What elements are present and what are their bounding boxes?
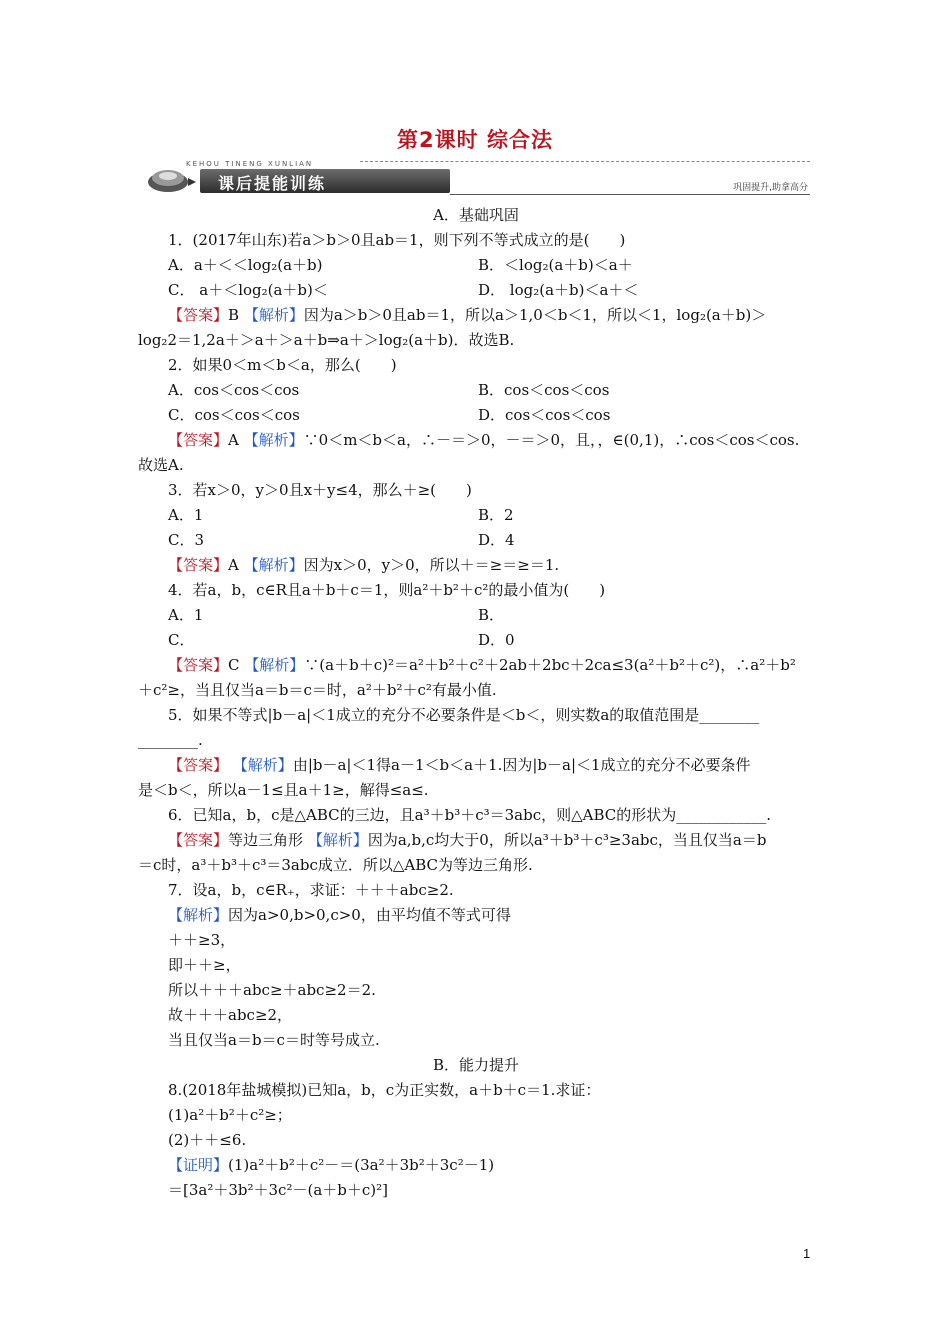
q8-proof-2: ＝[3a²＋3b²＋3c²－(a＋b＋c)²] xyxy=(168,1181,388,1199)
q1-option-a: A．a＋＜＜log₂(a＋b) xyxy=(168,256,323,274)
analysis-tag: 【解析】 xyxy=(168,906,229,924)
q1-option-d: D． log₂(a＋b)＜a＋＜ xyxy=(478,281,639,299)
q8-part-1: (1)a²＋b²＋c²≥； xyxy=(168,1106,292,1124)
q2-option-c: C．cos＜cos＜cos xyxy=(168,406,300,424)
question-3-options-ab xyxy=(138,503,814,528)
q3-option-c: C．3 xyxy=(168,531,205,549)
banner-label: 课后提能训练 xyxy=(218,174,327,193)
answer-tag: 【答案】 xyxy=(168,656,229,674)
q1-option-b: B．＜log₂(a＋b)＜a＋ xyxy=(478,256,633,274)
answer-tag: 【答案】 xyxy=(168,431,229,449)
q6-analysis-2: ＝c时，a³＋b³＋c³＝3abc成立．所以△ABC为等边三角形. xyxy=(138,856,533,874)
q3-option-b: B．2 xyxy=(478,506,514,524)
question-5-stem-2: ________. xyxy=(138,731,203,749)
banner-divider xyxy=(360,161,810,162)
question-7-stem: 7．设a，b，c∈R₊，求证：＋＋＋abc≥2. xyxy=(168,881,454,899)
q7-step: 所以＋＋＋abc≥＋abc≥2＝2. xyxy=(168,981,376,999)
analysis-tag: 【解析】 xyxy=(243,306,304,324)
question-6-stem: 6．已知a，b，c是△ABC的三边，且a³＋b³＋c³＝3abc，则△ABC的形状为____________. xyxy=(168,806,772,824)
q8-proof-1: (1)a²＋b²＋c²－＝(3a²＋3b²＋3c²－1) xyxy=(228,1156,495,1174)
q3-option-a: A．1 xyxy=(168,506,204,524)
question-1-options-cd xyxy=(138,278,814,303)
q5-answer-line xyxy=(138,753,814,778)
q4-option-a: A．1 xyxy=(168,606,204,624)
q7-step: 故＋＋＋abc≥2， xyxy=(168,1006,293,1024)
question-8-stem: 8.(2018年盐城模拟)已知a，b，c为正实数，a＋b＋c＝1.求证： xyxy=(168,1081,601,1099)
q1-analysis-2: log₂2＝1,2a＋＞a＋＞a＋b⇒a＋＞log₂(a＋b)．故选B. xyxy=(138,331,515,349)
q2-answer: A xyxy=(228,431,239,449)
banner-motto: 巩固提升,助拿高分 xyxy=(733,183,808,193)
q2-option-a: A．cos＜cos＜cos xyxy=(168,381,300,399)
q1-option-c: C． a＋＜log₂(a＋b)＜ xyxy=(168,281,328,299)
q7-step: 即＋＋≥， xyxy=(168,956,241,974)
question-4-options-cd xyxy=(138,628,814,653)
q3-answer-line xyxy=(138,553,814,578)
q4-option-c: C． xyxy=(168,631,195,649)
q5-analysis-1: 由|b－a|＜1得a－1＜b＜a＋1.因为|b－a|＜1成立的充分不必要条件 xyxy=(292,756,751,774)
question-3-stem: 3．若x＞0，y＞0且x＋y≤4，那么＋≥( ) xyxy=(168,481,472,499)
q4-analysis-2: ＋c²≥，当且仅当a＝b＝c＝时，a²＋b²＋c²有最小值. xyxy=(138,681,497,699)
q8-proof-line xyxy=(138,1153,814,1178)
analysis-tag: 【解析】 xyxy=(243,556,304,574)
q3-option-d: D．4 xyxy=(478,531,515,549)
banner-pinyin: KEHOU TINENG XUNLIAN xyxy=(186,160,314,168)
q6-answer-line xyxy=(138,828,814,853)
q4-option-d: D．0 xyxy=(478,631,515,649)
banner-underline xyxy=(450,194,810,195)
q4-analysis-1: ∵(a＋b＋c)²＝a²＋b²＋c²＋2ab＋2bc＋2ca≤3(a²＋b²＋c²)，∴a²＋b² xyxy=(304,656,796,674)
question-4-options-ab xyxy=(138,603,814,628)
q8-part-2: (2)＋＋≤6. xyxy=(168,1131,247,1149)
page-number: 1 xyxy=(803,1246,811,1261)
q2-option-b: B．cos＜cos＜cos xyxy=(478,381,610,399)
q2-analysis-2: 故选A. xyxy=(138,456,184,474)
page-title: 第2课时 综合法 xyxy=(397,128,553,152)
analysis-tag: 【解析】 xyxy=(307,831,368,849)
q6-answer: 等边三角形 xyxy=(228,831,304,849)
q1-answer-line xyxy=(138,303,814,328)
question-1-options-ab xyxy=(138,253,814,278)
answer-tag: 【答案】 xyxy=(168,756,229,774)
answer-tag: 【答案】 xyxy=(168,556,229,574)
q7-analysis-line xyxy=(138,903,814,928)
q7-step: ＋＋≥3， xyxy=(168,931,236,949)
question-2-options-ab xyxy=(138,378,814,403)
q4-option-b: B． xyxy=(478,606,505,624)
q2-answer-line xyxy=(138,428,814,453)
q3-answer: A xyxy=(228,556,239,574)
q1-analysis-1: 因为a＞b＞0且ab＝1，所以a＞1,0＜b＜1，所以＜1，log₂(a＋b)＞ xyxy=(303,306,767,324)
q5-analysis-2: 是＜b＜，所以a－1≤且a＋1≥，解得≤a≤. xyxy=(138,781,429,799)
proof-tag: 【证明】 xyxy=(168,1156,229,1174)
analysis-tag: 【解析】 xyxy=(243,431,304,449)
answer-tag: 【答案】 xyxy=(168,306,229,324)
answer-tag: 【答案】 xyxy=(168,831,229,849)
q6-analysis-1: 因为a,b,c均大于0，所以a³＋b³＋c³≥3abc，当且仅当a＝b xyxy=(367,831,767,849)
q7-step: 当且仅当a＝b＝c＝时等号成立. xyxy=(168,1031,380,1049)
q3-analysis: 因为x＞0，y＞0，所以＋＝≥＝≥＝1. xyxy=(303,556,560,574)
analysis-tag: 【解析】 xyxy=(244,656,305,674)
q2-option-d: D．cos＜cos＜cos xyxy=(478,406,611,424)
banner-label-bar xyxy=(200,169,450,193)
q4-answer: C xyxy=(228,656,240,674)
q7-analysis: 因为a>0,b>0,c>0，由平均值不等式可得 xyxy=(228,906,511,924)
worksheet-content xyxy=(138,203,814,1203)
question-1-stem: 1．(2017年山东)若a＞b＞0且ab＝1，则下列不等式成立的是( ) xyxy=(168,231,626,249)
section-heading-a: A．基础巩固 xyxy=(433,206,519,224)
question-5-stem-1: 5．如果不等式|b－a|＜1成立的充分不必要条件是＜b＜，则实数a的取值范围是________ xyxy=(168,706,760,724)
question-2-stem: 2．如果0＜m＜b＜a，那么( ) xyxy=(168,356,397,374)
q2-analysis-1: ∵0＜m＜b＜a，∴－＝＞0，－＝＞0，且，，∈(0,1)，∴cos＜cos＜cos. xyxy=(303,431,800,449)
question-2-options-cd xyxy=(138,403,814,428)
section-heading-b: B．能力提升 xyxy=(432,1056,520,1074)
question-3-options-cd xyxy=(138,528,814,553)
question-4-stem: 4．若a，b，c∈R且a＋b＋c＝1，则a²＋b²＋c²的最小值为( ) xyxy=(168,581,606,599)
analysis-tag: 【解析】 xyxy=(232,756,293,774)
q4-answer-line xyxy=(138,653,814,678)
q1-answer: B xyxy=(228,306,240,324)
section-banner xyxy=(140,156,810,196)
